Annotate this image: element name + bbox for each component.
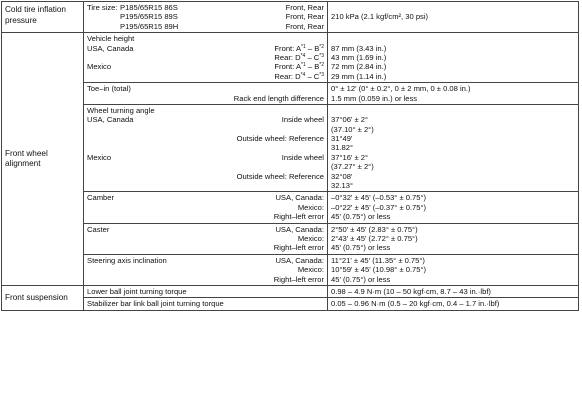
camber-value: 45' (0.75°) or less (331, 212, 391, 222)
tire-size-3: P195/65R15 89H (120, 21, 179, 31)
camber-value: –0°22' ± 45' (–0.37° ± 0.75°) (331, 202, 427, 212)
steering-axis-cell (84, 254, 328, 285)
camber-title: Camber (87, 193, 115, 203)
lower-ball-joint-label: Lower ball joint turning torque (87, 286, 187, 296)
steering-axis-label: USA, Canada: (275, 255, 324, 265)
vh-row-label: Front: $A^{*1} - B^{*2}$ (274, 43, 324, 53)
turning-angle-values (328, 104, 579, 192)
turning-angle-title: Wheel turning angle (87, 105, 155, 115)
vh-row-label: Rear: $D^{*4} - C^{*3}$ (274, 71, 324, 81)
vehicle-height-title: Vehicle height (87, 34, 135, 44)
suspension-value (328, 285, 579, 297)
caster-values (328, 223, 579, 254)
vh-value: 29 mm (1.14 in.) (331, 71, 387, 81)
stabilizer-link-value: 0.05 – 0.96 N·m (0.5 – 20 kgf·cm, 0.4 – 1.7 in.·lbf) (331, 299, 500, 309)
camber-cell (84, 192, 328, 223)
tire-size-cell (84, 2, 328, 33)
outside-wheel-label: Outside wheel: Reference (236, 134, 324, 144)
toe-in-values (328, 83, 579, 105)
tire-position-3: Front, Rear (285, 21, 324, 31)
ta-value: 31.82° (331, 143, 354, 153)
caster-value: 2°50' ± 45' (2.83° ± 0.75°) (331, 224, 418, 234)
vh-row-label: Rear: $D^{*4} - C^{*3}$ (274, 52, 324, 62)
vh-region-usa: USA, Canada (87, 43, 134, 53)
tire-position-2: Front, Rear (285, 12, 324, 22)
rack-end-label: Rack end length difference (233, 93, 324, 103)
vh-row-label: Front: $A^{*1} - B^{*2}$ (274, 62, 324, 72)
table-row (2, 285, 579, 297)
caster-value: 45' (0.75°) or less (331, 243, 391, 253)
table-row (2, 298, 579, 310)
ta-value: 31°49' (331, 134, 353, 144)
tire-size-2: P195/65R15 89S (120, 12, 178, 22)
table-row (2, 192, 579, 223)
steering-axis-title: Steering axis inclination (87, 255, 167, 265)
tire-pressure-value (328, 2, 579, 33)
camber-label: USA, Canada: (275, 193, 324, 203)
steering-axis-values (328, 254, 579, 285)
table-row (2, 2, 579, 33)
caster-label: Right–left error (273, 243, 324, 253)
vehicle-height-cell (84, 33, 328, 83)
tire-pressure-text: 210 kPa (2.1 kgf/cm², 30 psi) (331, 12, 429, 22)
camber-value: –0°32' ± 45' (–0.53° ± 0.75°) (331, 193, 427, 203)
camber-values (328, 192, 579, 223)
vh-value: 43 mm (1.69 in.) (331, 52, 387, 62)
ta-region-usa: USA, Canada (87, 115, 134, 125)
steering-axis-label: Right–left error (273, 274, 324, 284)
category-front-wheel-alignment: Front wheel alignment (2, 33, 84, 286)
tire-size-1: P185/65R15 86S (120, 3, 178, 12)
ta-value: (37.27° ± 2°) (331, 162, 374, 172)
toe-in-value: 0° ± 12' (0° ± 0.2°, 0 ± 2 mm, 0 ± 0.08 in.) (331, 84, 471, 94)
suspension-label (84, 285, 328, 297)
ta-value: (37.10° ± 2°) (331, 124, 374, 134)
caster-label: USA, Canada: (275, 224, 324, 234)
vh-value: 87 mm (3.43 in.) (331, 43, 387, 53)
outside-wheel-label: Outside wheel: Reference (236, 171, 324, 181)
category-cold-tire: Cold tire inflation pressure (2, 2, 84, 33)
table-row (2, 223, 579, 254)
camber-label: Right–left error (273, 212, 324, 222)
caster-value: 2°43' ± 45' (2.72° ± 0.75°) (331, 233, 418, 243)
tire-position-1: Front, Rear (285, 3, 324, 12)
ta-value: 32°08' (331, 171, 353, 181)
inside-wheel-label: Inside wheel (281, 115, 324, 125)
vh-region-mexico: Mexico (87, 62, 112, 72)
steering-axis-value: 10°59' ± 45' (10.98° ± 0.75°) (331, 265, 427, 275)
caster-label: Mexico: (297, 233, 324, 243)
rack-end-value: 1.5 mm (0.059 in.) or less (331, 93, 418, 103)
toe-in-title: Toe–in (total) (87, 84, 131, 94)
caster-title: Caster (87, 224, 110, 234)
suspension-value (328, 298, 579, 310)
ta-value: 32.13° (331, 181, 354, 191)
suspension-label (84, 298, 328, 310)
vh-value: 72 mm (2.84 in.) (331, 62, 387, 72)
steering-axis-label: Mexico: (297, 265, 324, 275)
table-row (2, 83, 579, 105)
toe-in-cell (84, 83, 328, 105)
tire-size-label: Tire size: (87, 3, 118, 12)
vehicle-height-values (328, 33, 579, 83)
steering-axis-value: 11°21' ± 45' (11.35° ± 0.75°) (331, 255, 425, 265)
stabilizer-link-label: Stabilizer bar link ball joint turning torque (87, 299, 224, 309)
ta-value: 37°06' ± 2° (331, 115, 369, 125)
caster-cell (84, 223, 328, 254)
table-row (2, 254, 579, 285)
table-row (2, 104, 579, 192)
lower-ball-joint-value: 0.98 – 4.9 N·m (10 – 50 kgf·cm, 8.7 – 43 in.·lbf) (331, 286, 491, 296)
ta-value: 37°16' ± 2° (331, 152, 369, 162)
specification-table (1, 1, 579, 311)
ta-region-mexico: Mexico (87, 152, 112, 162)
camber-label: Mexico: (297, 202, 324, 212)
category-front-suspension: Front suspension (2, 285, 84, 310)
turning-angle-cell (84, 104, 328, 192)
inside-wheel-label: Inside wheel (281, 152, 324, 162)
table-row (2, 33, 579, 83)
steering-axis-value: 45' (0.75°) or less (331, 274, 391, 284)
